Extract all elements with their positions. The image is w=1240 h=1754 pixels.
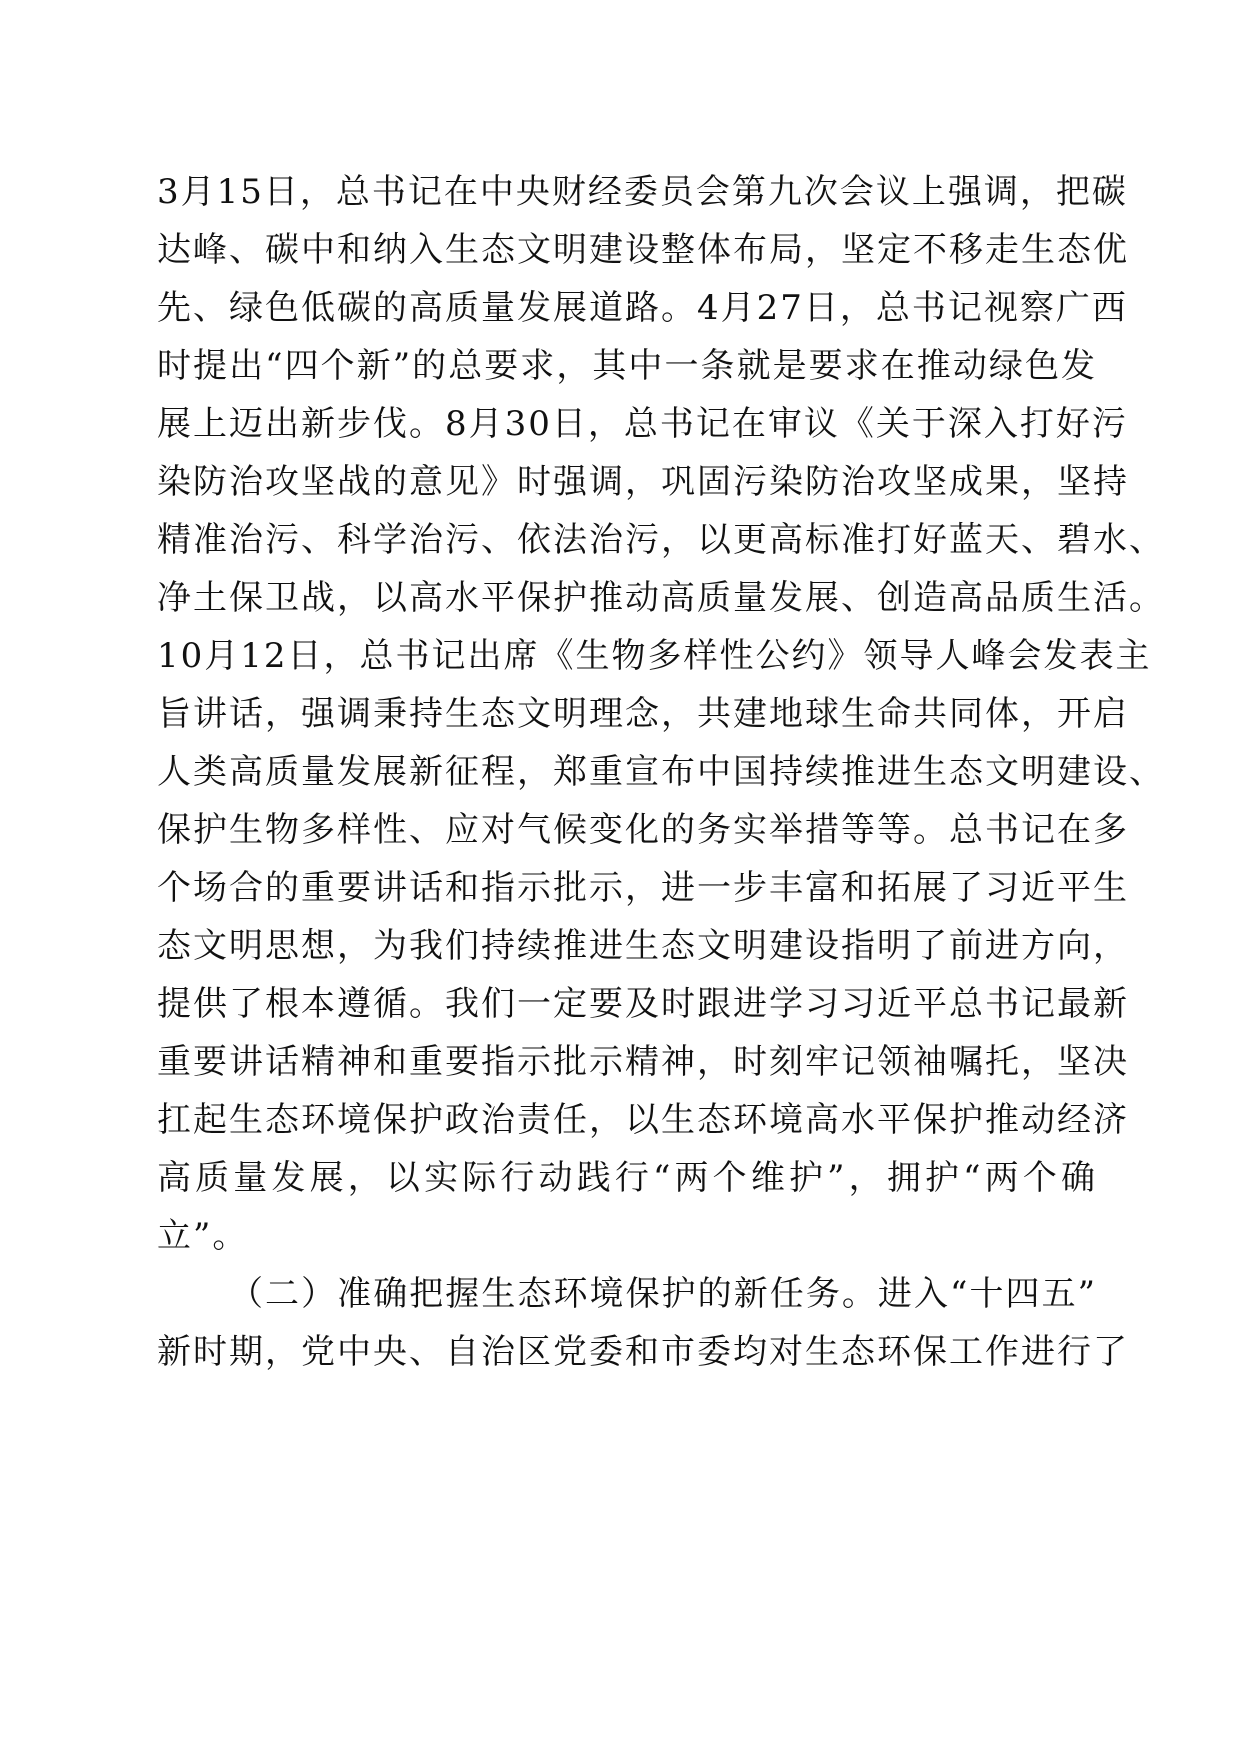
text-line: 个场合的重要讲话和指示批示，进一步丰富和拓展了习近平生: [157, 868, 1129, 908]
text-line: 精准治污、科学治污、依法治污，以更高标准打好蓝天、碧水、: [157, 520, 1165, 560]
section-heading-line: （二）准确把握生态环境保护的新任务。进入“十四五”: [229, 1274, 1097, 1314]
text-line: 立”。: [157, 1216, 249, 1256]
text-line: 高质量发展，以实际行动践行“两个维护”，拥护“两个确: [157, 1158, 1097, 1198]
text-line: 新时期，党中央、自治区党委和市委均对生态环保工作进行了: [157, 1332, 1129, 1372]
text-line: 时提出“四个新”的总要求，其中一条就是要求在推动绿色发: [157, 346, 1097, 386]
text-line: 人类高质量发展新征程，郑重宣布中国持续推进生态文明建设、: [157, 752, 1165, 792]
text-line: 态文明思想，为我们持续推进生态文明建设指明了前进方向，: [157, 926, 1129, 966]
text-line: 扛起生态环境保护政治责任，以生态环境高水平保护推动经济: [157, 1100, 1129, 1140]
text-line: 旨讲话，强调秉持生态文明理念，共建地球生命共同体，开启: [157, 694, 1129, 734]
text-line: 展上迈出新步伐。8月30日，总书记在审议《关于深入打好污: [157, 404, 1128, 444]
text-line: 保护生物多样性、应对气候变化的务实举措等等。总书记在多: [157, 810, 1129, 850]
text-line: 提供了根本遵循。我们一定要及时跟进学习习近平总书记最新: [157, 984, 1129, 1024]
text-line: 10月12日，总书记出席《生物多样性公约》领导人峰会发表主: [157, 636, 1152, 676]
text-line: 达峰、碳中和纳入生态文明建设整体布局，坚定不移走生态优: [157, 230, 1129, 270]
text-line: 重要讲话精神和重要指示批示精神，时刻牢记领袖嘱托，坚决: [157, 1042, 1129, 1082]
text-line: 净土保卫战，以高水平保护推动高质量发展、创造高品质生活。: [157, 578, 1165, 618]
text-line: 染防治攻坚战的意见》时强调，巩固污染防治攻坚成果，坚持: [157, 462, 1129, 502]
text-line: 3月15日，总书记在中央财经委员会第九次会议上强调，把碳: [157, 172, 1128, 212]
text-line: 先、绿色低碳的高质量发展道路。4月27日，总书记视察广西: [157, 288, 1128, 328]
